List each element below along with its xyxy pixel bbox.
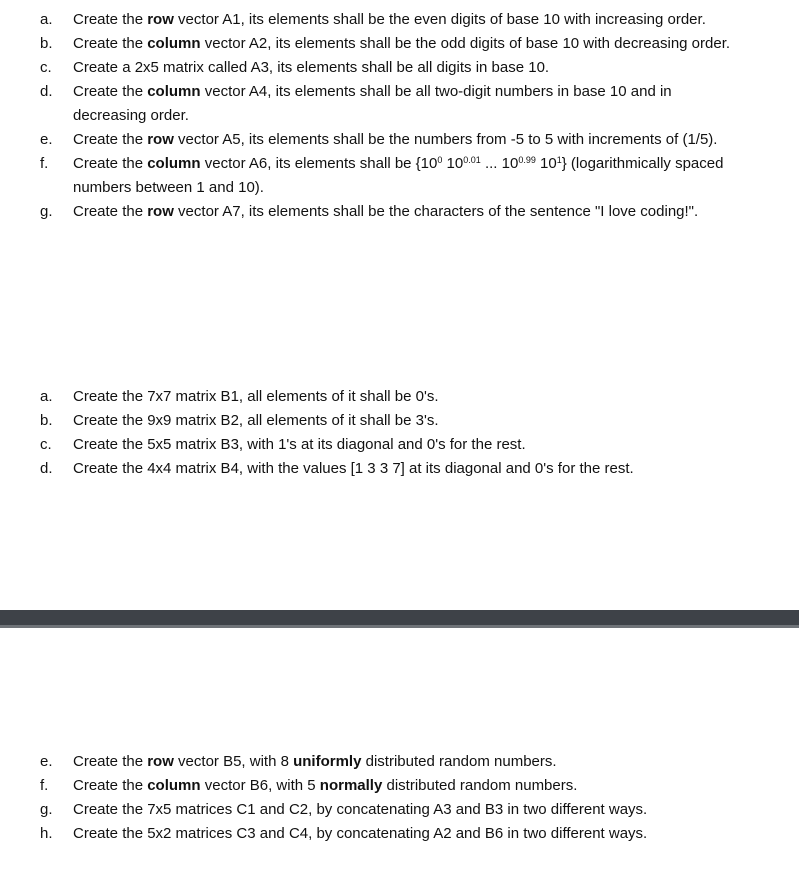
list-item [40,32,740,56]
list-item-text: Create the column vector A2, its elements shall be the odd digits of base 10 with decreasing order. [73,35,731,52]
page-divider [0,610,799,628]
list-item [40,8,740,32]
list-item [40,433,740,457]
list-item-text: Create the 5x5 matrix B3, with 1's at its diagonal and 0's for the rest. [73,436,526,453]
list-marker: c. [40,436,52,453]
list-marker: f. [40,155,49,172]
list-item-text: Create the 5x2 matrices C3 and C4, by concatenating A2 and B6 in two different ways. [73,825,648,842]
list-item-text: Create the 7x5 matrices C1 and C2, by concatenating A3 and B3 in two different ways. [73,801,648,818]
list-marker: d. [40,83,53,100]
list-marker: b. [40,35,53,52]
list-marker: d. [40,460,53,477]
list-marker: b. [40,412,53,429]
list-item [40,774,740,798]
list-item [40,798,740,822]
exercise-list-c [40,750,740,846]
list-item [40,385,740,409]
list-marker: g. [40,203,53,220]
list-item-text: Create the row vector A7, its elements shall be the characters of the sentence "I love coding!". [73,203,699,220]
list-item [40,56,740,80]
exercise-list-a [40,8,740,224]
list-item-text: Create the row vector B5, with 8 uniformly distributed random numbers. [73,753,557,770]
list-marker: a. [40,11,53,28]
list-marker: e. [40,753,53,770]
list-item-text: Create the column vector A6, its elements shall be {$10^0$ $10^{0.01}$ ... $10^{0.99}$ $10^1$} (logarithmically spaced numbers between 1 and 10). [73,155,724,196]
list-item-text: Create the 7x7 matrix B1, all elements of it shall be 0's. [73,388,439,405]
list-item [40,128,740,152]
list-item-text: Create the row vector A1, its elements shall be the even digits of base 10 with increasing order. [73,11,706,28]
list-item-text: Create the column vector B6, with 5 normally distributed random numbers. [73,777,578,794]
list-item [40,822,740,846]
list-item [40,409,740,433]
list-marker: g. [40,801,53,818]
list-marker: e. [40,131,53,148]
list-item [40,80,740,128]
list-item-text: Create the 9x9 matrix B2, all elements of it shall be 3's. [73,412,439,429]
list-item [40,750,740,774]
list-item [40,457,740,481]
list-marker: c. [40,59,52,76]
list-item-text: Create the row vector A5, its elements shall be the numbers from -5 to 5 with increments of (1/5). [73,131,718,148]
list-marker: a. [40,388,53,405]
list-item-text: Create the 4x4 matrix B4, with the values [1 3 3 7] at its diagonal and 0's for the rest. [73,460,634,477]
list-item [40,200,740,224]
list-item-text: Create the column vector A4, its elements shall be all two-digit numbers in base 10 and in decreasing order. [73,83,672,124]
list-marker: h. [40,825,53,842]
list-marker: f. [40,777,49,794]
exercise-list-b [40,385,740,481]
list-item-text: Create a 2x5 matrix called A3, its elements shall be all digits in base 10. [73,59,550,76]
list-item [40,152,740,200]
